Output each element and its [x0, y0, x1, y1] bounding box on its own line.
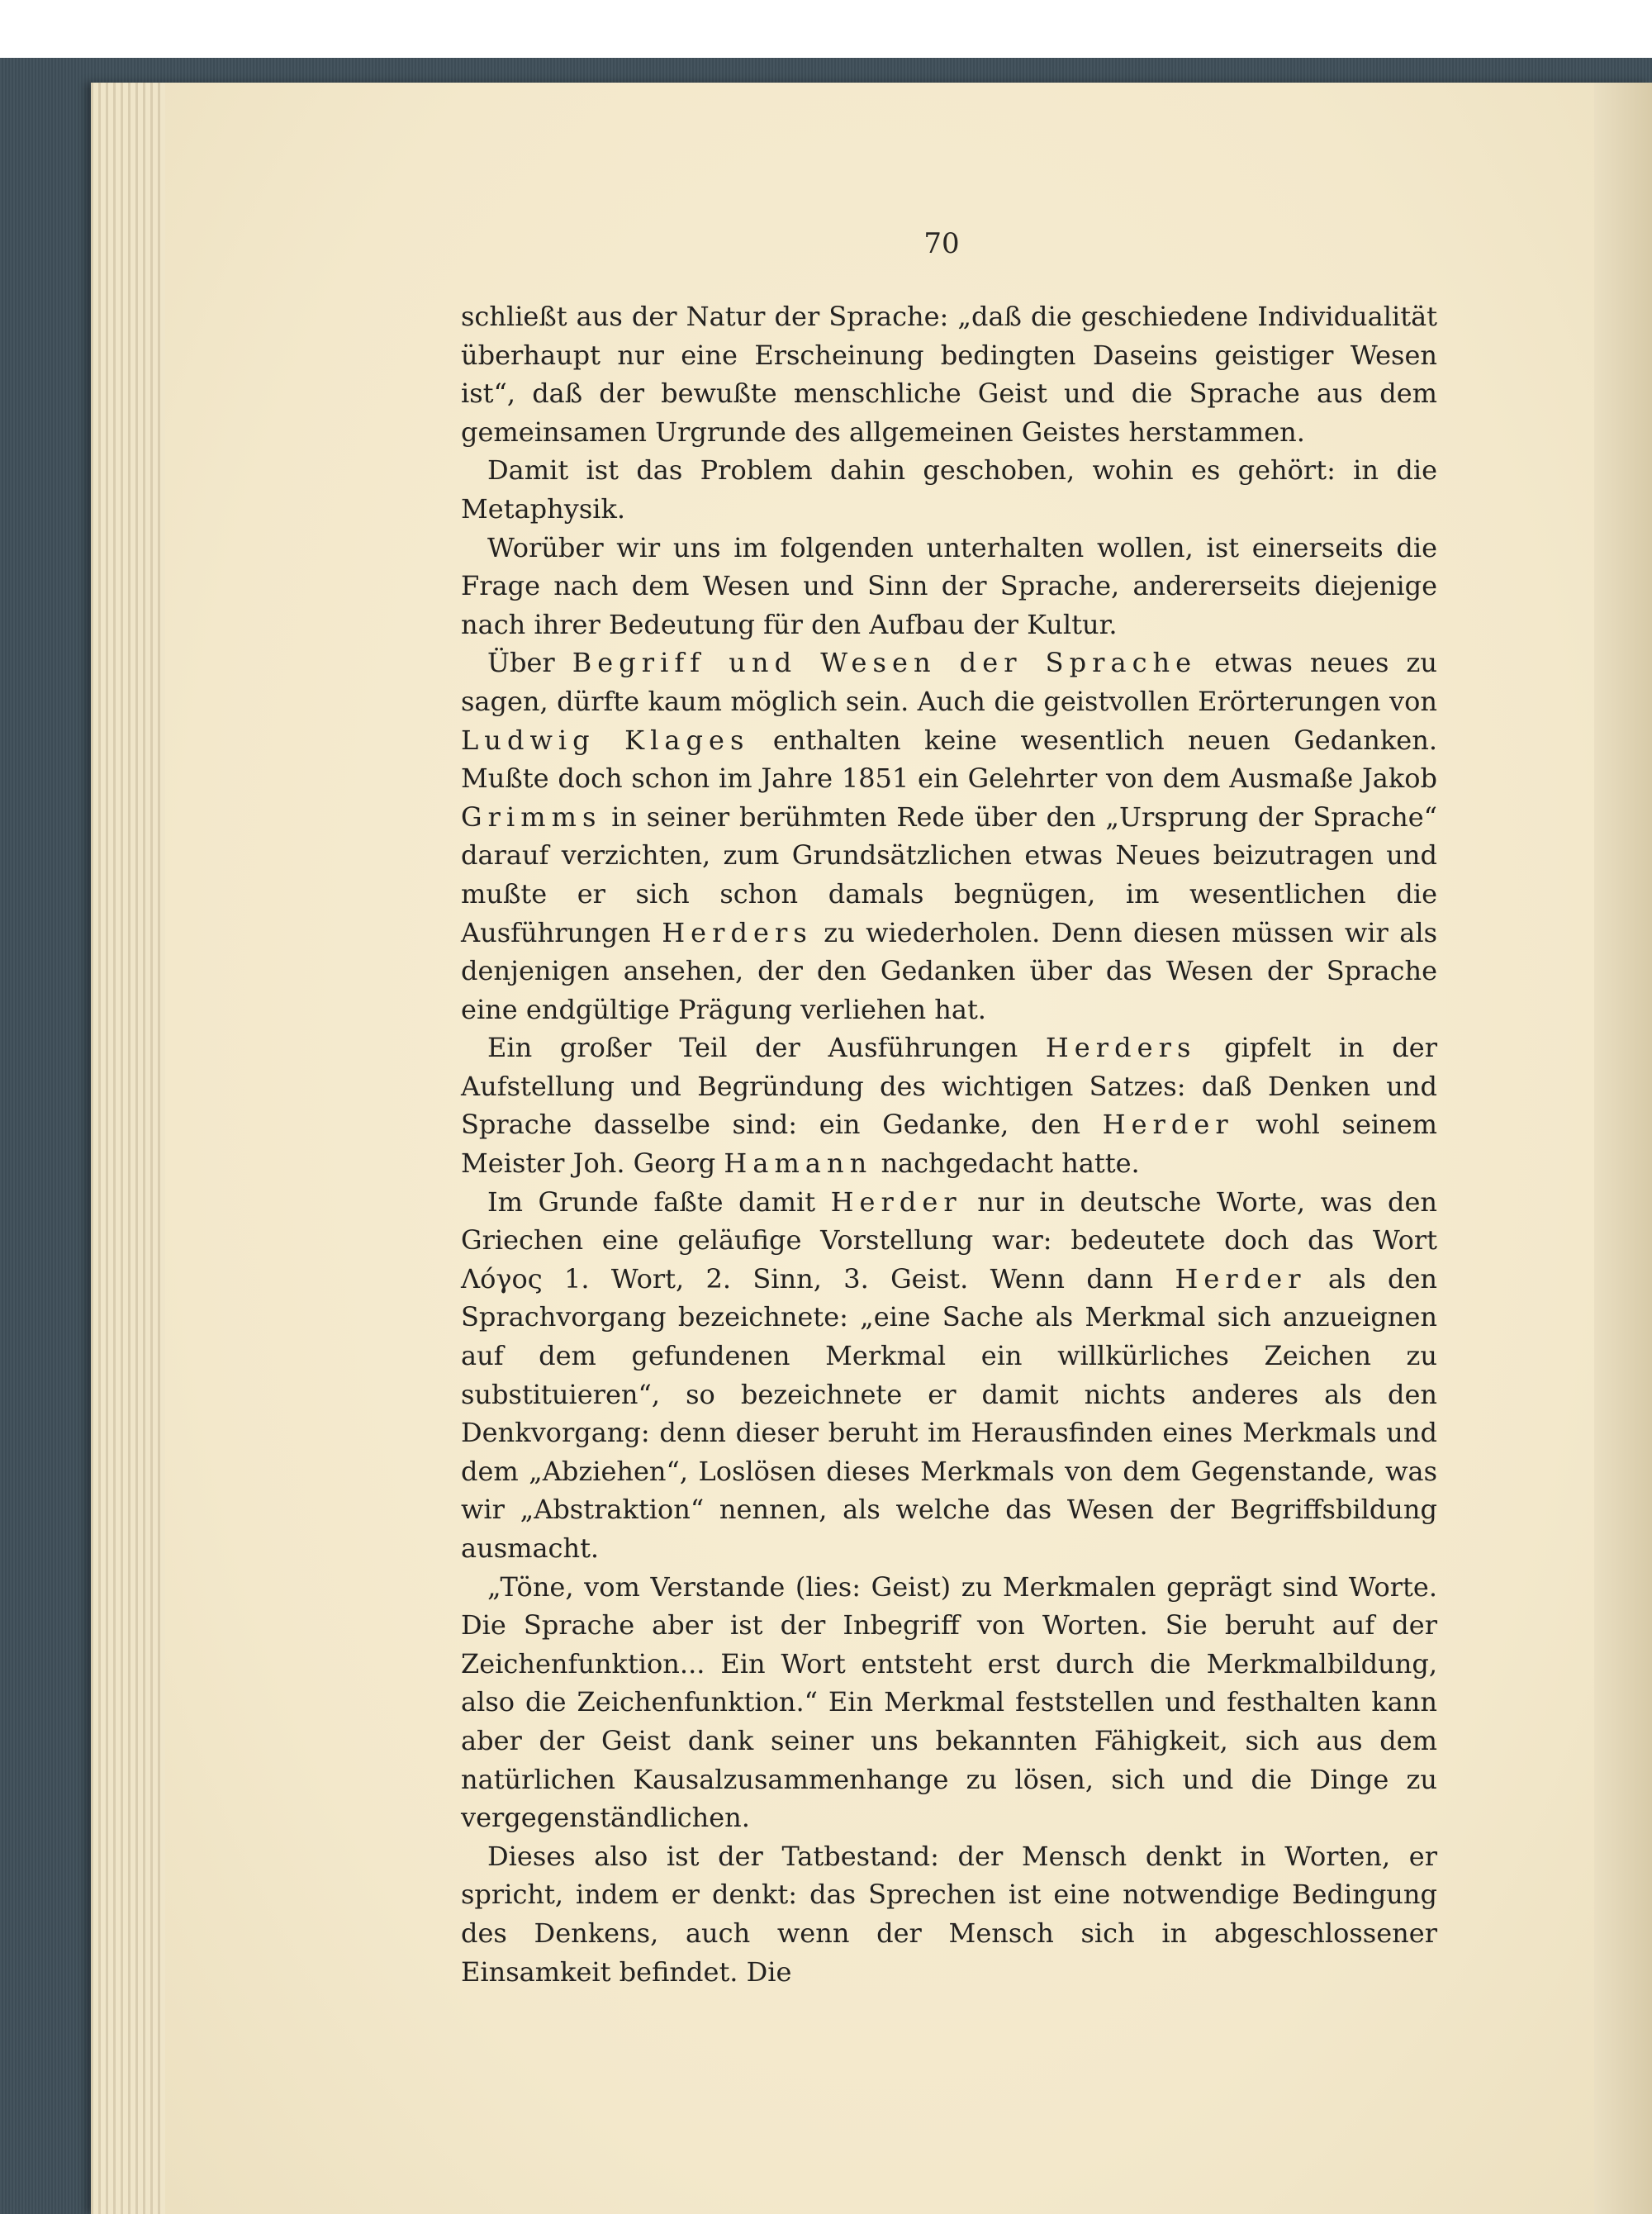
text-run: zu wiederholen. Denn diesen müssen wir als denjenigen ansehen, der den Gedanken über das Wesen der Sprache eine endgültige Prägung verliehen hat.: [461, 916, 1438, 1025]
text-run: Dieses also ist der Tatbestand: der Mensch denkt in Worten, er spricht, indem er denkt: das Sprechen ist eine notwendige Bedingung des Denkens, auch wenn der Mensch sich in abgeschlossener Einsamkeit befindet. Die: [461, 1840, 1437, 1988]
emphasized-name: Herders: [1045, 1032, 1197, 1064]
text-run: Damit ist das Problem dahin geschoben, wohin es gehört: in die Metaphysik.: [461, 454, 1437, 525]
body-text: [461, 297, 1437, 1991]
emphasized-name: Hamann: [724, 1147, 873, 1180]
text-run: wohl seinem Meister Joh. Georg: [461, 1109, 1438, 1180]
emphasized-name: Herder: [1175, 1262, 1307, 1295]
emphasized-name: Ludwig Klages: [461, 724, 750, 756]
emphasized-name: Herder: [830, 1185, 962, 1218]
paragraph: [461, 297, 1437, 451]
text-run: Ein großer Teil der Ausführungen: [487, 1032, 1046, 1064]
page-number: 70: [923, 227, 960, 260]
text-run: enthalten keine wesentlich neuen Gedanken. Mußte doch schon im Jahre 1851 ein Gelehrter von dem Ausmaße Jakob: [461, 724, 1437, 795]
text-run: als den Sprachvorgang bezeichnete: „eine Sache als Merkmal sich anzueignen auf dem gefundenen Merkmal ein willkürliches Zeichen zu substituieren“, so bezeichnete er damit nichts anderes als den Denkvorgang: denn dieser beruht im Herausfinden eines Merkmals und dem „Abziehen“, Loslösen dieses Merkmals von dem Gegenstande, was wir „Abstraktion“ nennen, als welche das Wesen der Begriffsbildung ausmacht.: [461, 1262, 1438, 1564]
text-run: nur in deutsche Worte, was den Griechen eine geläufige Vorstellung war: bedeutete doch das Wort Λόγος 1. Wort, 2. Sinn, 3. Geist. Wenn dann: [461, 1185, 1437, 1295]
paragraph: [461, 1029, 1437, 1182]
paragraph: [461, 451, 1437, 528]
emphasized-name: Begriff und Wesen der Sprache: [572, 647, 1198, 679]
emphasized-name: Grimms: [461, 801, 602, 833]
text-run: Über: [487, 647, 572, 679]
text-run: Worüber wir uns im folgenden unterhalten wollen, ist einerseits die Frage nach dem Wesen und Sinn der Sprache, andererseits diejenige nach ihrer Bedeutung für den Aufbau der Kultur.: [461, 531, 1437, 640]
text-run: schließt aus der Natur der Sprache: „daß die geschiedene Individualität überhaupt nur eine Erscheinung bedingten Daseins geistiger Wesen ist“, daß der bewußte menschliche Geist und die Sprache aus dem gemeinsamen Urgrunde des allgemeinen Geistes herstammen.: [461, 301, 1437, 448]
text-run: etwas neues zu sagen, dürfte kaum möglich sein. Auch die geistvollen Erörterungen von: [461, 647, 1437, 717]
text-run: „Töne, vom Verstande (lies: Geist) zu Merkmalen geprägt sind Worte. Die Sprache aber ist der Inbegriff von Worten. Sie beruht auf der Zeichenfunktion... Ein Wort entsteht erst durch die Merkmalbildung, also die Zeichenfunktion.“ Ein Merkmal feststellen und festhalten kann aber der Geist dank seiner uns bekannten Fähigkeit, sich aus dem natürlichen Kausalzusammenhange zu lösen, sich und die Dinge zu vergegenständlichen.: [461, 1570, 1437, 1834]
page-gutter-edge: [1594, 83, 1652, 2214]
paragraph: [461, 1183, 1437, 1568]
paragraph: [461, 1837, 1437, 1991]
text-run: nachgedacht hatte.: [872, 1147, 1140, 1180]
text-run: Im Grunde faßte damit: [487, 1185, 831, 1218]
emphasized-name: Herders: [662, 916, 813, 948]
paragraph: [461, 1568, 1437, 1837]
emphasized-name: Herder: [1102, 1109, 1234, 1141]
text-run: in seiner berühmten Rede über den „Ursprung der Sprache“ darauf verzichten, zum Grundsätzlichen etwas Neues beizutragen und mußte er sich schon damals begnügen, im wesentlichen die Ausführungen: [461, 801, 1437, 948]
text-run: gipfelt in der Aufstellung und Begründung des wichtigen Satzes: daß Denken und Sprache dasselbe sind: ein Gedanke, den: [461, 1032, 1438, 1141]
paragraph: [461, 529, 1437, 644]
paragraph: [461, 644, 1437, 1029]
